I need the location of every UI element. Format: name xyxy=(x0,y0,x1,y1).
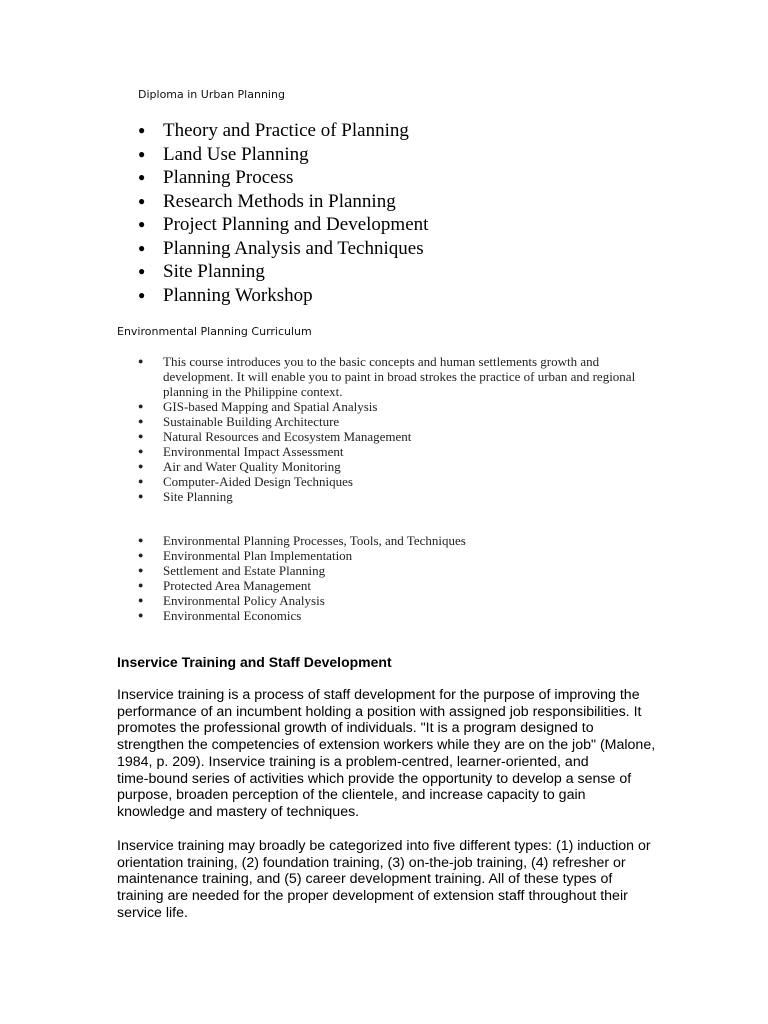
list-item-text: Project Planning and Development xyxy=(163,214,429,235)
bullet-icon: ● xyxy=(138,431,144,441)
bullet-icon: ● xyxy=(138,401,144,411)
bullet-icon: ● xyxy=(138,461,144,471)
bullet-icon: ● xyxy=(138,356,144,366)
bullet-icon: ● xyxy=(138,416,144,426)
list-item-text: This course introduces you to the basic concepts and human settlements growth and development. It will enable you to paint in broad strokes the practice of urban and regional planning in the Philippine context. xyxy=(163,354,636,399)
environmental-course-list-2 xyxy=(138,533,658,623)
urban-planning-course-list xyxy=(138,119,428,307)
list-item-text: Environmental Economics xyxy=(163,608,302,623)
list-item xyxy=(138,399,658,414)
paragraph-line: 1984, p. 209). Inservice training is a problem-centred, learner-oriented, and xyxy=(117,753,589,770)
list-item xyxy=(138,429,658,444)
list-item xyxy=(138,166,428,190)
list-item-text: Planning Workshop xyxy=(163,284,313,306)
list-item xyxy=(138,474,658,489)
bullet-icon: ● xyxy=(138,193,146,208)
list-item xyxy=(138,213,428,237)
list-item-text: Planning Process xyxy=(163,167,294,188)
paragraph-line: strengthen the competencies of extension workers while they are on the job" (Malone, xyxy=(117,737,656,754)
list-item-text: Protected Area Management xyxy=(163,578,311,593)
list-item xyxy=(138,578,658,593)
list-item-text: Air and Water Quality Monitoring xyxy=(163,459,341,474)
paragraph-line: Inservice training may broadly be categorized into five different types: (1) induction or xyxy=(117,838,651,854)
bullet-icon: ● xyxy=(138,550,144,560)
paragraph-line: performance of an incumbent holding a position with assigned job responsibilities. It xyxy=(117,703,642,720)
bullet-icon: ● xyxy=(138,535,144,545)
list-item-text: Environmental Plan Implementation xyxy=(163,548,353,563)
inservice-paragraph-1 xyxy=(117,687,657,821)
list-item-text: Environmental Planning Processes, Tools, and Techniques xyxy=(163,533,466,548)
bullet-icon: ● xyxy=(138,170,146,184)
paragraph-line: orientation training, (2) foundation training, (3) on-the-job training, (4) refresher or xyxy=(117,854,626,871)
bullet-icon: ● xyxy=(138,595,144,605)
environmental-planning-heading: Environmental Planning Curriculum xyxy=(117,325,312,338)
bullet-icon: ● xyxy=(138,146,146,161)
bullet-icon: ● xyxy=(138,217,146,231)
paragraph-line: service life. xyxy=(117,904,188,921)
bullet-icon: ● xyxy=(138,264,146,278)
list-item xyxy=(138,260,428,284)
list-item xyxy=(138,548,658,563)
paragraph-line: maintenance training, and (5) career development training. All of these types of xyxy=(117,871,613,888)
list-item-text: Research Methods in Planning xyxy=(163,190,396,212)
bullet-icon: ● xyxy=(138,491,144,501)
list-item xyxy=(138,563,658,578)
inservice-training-heading: Inservice Training and Staff Development xyxy=(117,654,392,670)
list-item xyxy=(138,414,658,429)
list-item xyxy=(138,533,658,548)
bullet-icon: ● xyxy=(138,123,146,137)
list-item xyxy=(138,284,428,308)
paragraph-line: purpose, broaden perception of the clientele, and increase capacity to gain xyxy=(117,787,586,804)
list-item xyxy=(138,143,428,167)
list-item-text: Environmental Policy Analysis xyxy=(163,593,325,608)
list-item-text: Computer-Aided Design Techniques xyxy=(163,474,353,489)
bullet-icon: ● xyxy=(138,287,146,302)
paragraph-line: knowledge and mastery of techniques. xyxy=(117,803,360,820)
bullet-icon: ● xyxy=(138,446,144,456)
paragraph-line: promotes the professional growth of individuals. "It is a program designed to xyxy=(117,720,594,737)
list-item-text: Theory and Practice of Planning xyxy=(163,120,409,141)
list-item-text: Site Planning xyxy=(163,261,265,282)
list-item xyxy=(138,489,658,504)
paragraph-line: time-bound series of activities which provide the opportunity to develop a sense of xyxy=(117,770,632,787)
urban-planning-heading: Diploma in Urban Planning xyxy=(138,88,285,101)
list-item-text: Natural Resources and Ecosystem Management xyxy=(163,429,412,444)
paragraph-line: Inservice training is a process of staff development for the purpose of improving the xyxy=(117,687,640,703)
bullet-icon: ● xyxy=(138,476,144,486)
list-item-text: Land Use Planning xyxy=(163,143,309,165)
list-item xyxy=(138,190,428,214)
list-item xyxy=(138,593,658,608)
list-item-text: Planning Analysis and Techniques xyxy=(163,237,424,259)
bullet-icon: ● xyxy=(138,565,144,575)
bullet-icon: ● xyxy=(138,240,146,255)
inservice-paragraph-2 xyxy=(117,838,657,922)
list-item-text: Settlement and Estate Planning xyxy=(163,563,326,578)
list-item-text: GIS-based Mapping and Spatial Analysis xyxy=(163,399,378,414)
list-item-text: Site Planning xyxy=(163,489,233,504)
environmental-course-list-1 xyxy=(138,354,658,504)
list-item xyxy=(138,237,428,261)
list-item xyxy=(138,119,428,143)
bullet-icon: ● xyxy=(138,580,144,590)
paragraph-line: training are needed for the proper development of extension staff throughout their xyxy=(117,888,628,905)
list-item xyxy=(138,354,658,399)
list-item-text: Sustainable Building Architecture xyxy=(163,414,340,429)
list-item xyxy=(138,444,658,459)
bullet-icon: ● xyxy=(138,610,144,620)
list-item xyxy=(138,459,658,474)
list-item xyxy=(138,608,658,623)
list-item-text: Environmental Impact Assessment xyxy=(163,444,344,459)
